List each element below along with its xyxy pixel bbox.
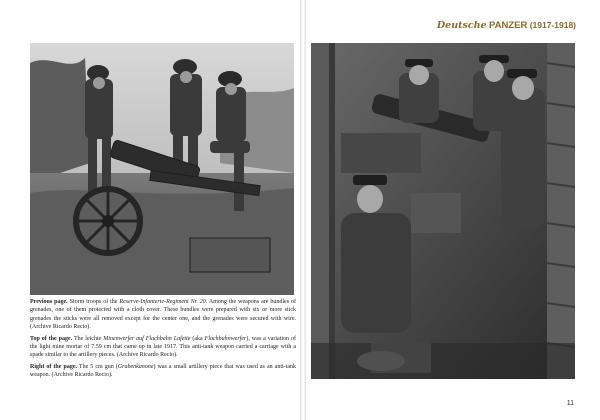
- running-header: [437, 20, 576, 31]
- caption-text: . Among the weapons are bundles of grenades, one of them protected with a cloth cover. These bundles were prepared with six or more stick grenades the sticks were all removed except for the center one, and the grenades were secured with wire. (Archive Ricardo Recio).: [30, 299, 296, 330]
- caption-text: (aka: [190, 335, 205, 342]
- header-years: (1917-1918): [529, 20, 576, 30]
- caption-lead: Top of the page.: [30, 335, 73, 342]
- caption-right-of-page: [30, 363, 296, 380]
- caption-text: ), was a variation of the light mine mortar of 7.59 cm that came up in late 1917. This anti-tank weapon carried a carriage with a spade similar to the artillery pieces. (Archive Ricardo Recio).: [30, 335, 296, 359]
- header-brand: Deutsche: [436, 20, 487, 31]
- caption-lead: Right of the page.: [30, 364, 77, 371]
- caption-italic: Reserve-Infanterie-Regiment Nr. 20: [119, 299, 206, 305]
- caption-italic: Minenwerfer auf Flachbahn Lafette: [103, 335, 191, 342]
- caption-text: ) was a small artillery piece that was used as an anti-tank weapon. (Archive Ricardo Recio).: [30, 364, 296, 379]
- caption-text: The leichte: [72, 335, 104, 342]
- captions-block: [30, 298, 296, 383]
- caption-previous-page: [30, 298, 296, 331]
- photo-soldiers-with-gun: [30, 43, 294, 295]
- photo-trench-soldiers: [311, 43, 575, 379]
- caption-text: The 5 cm gun (: [76, 364, 118, 371]
- caption-top-of-page: [30, 335, 296, 360]
- caption-italic: Grabenkanone: [117, 364, 154, 371]
- caption-italic: Flachbahnwerfer: [204, 335, 247, 342]
- header-title: PANZER: [488, 20, 528, 31]
- caption-text: Storm troops of the: [67, 299, 120, 305]
- page-number: 11: [566, 400, 574, 407]
- page-gutter: [300, 0, 306, 420]
- caption-lead: Previous page.: [30, 299, 68, 305]
